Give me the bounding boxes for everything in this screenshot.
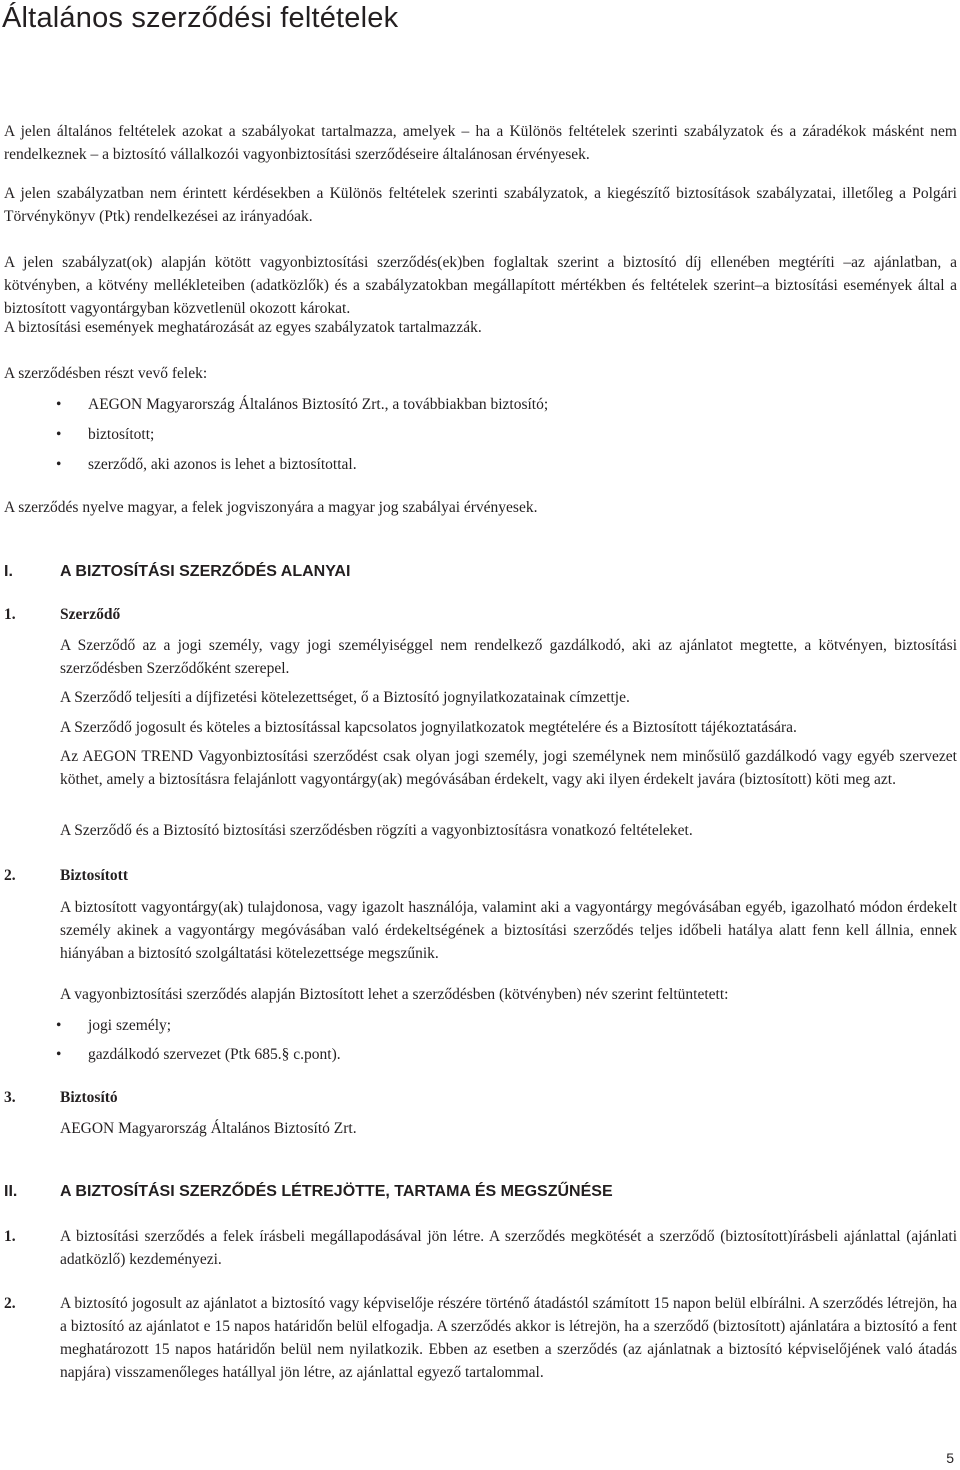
biztositott-paragraph-2: A vagyonbiztosítási szerződés alapján Biztosított lehet a szerződésben (kötvényben) név szerint feltüntetett: <box>60 986 729 1003</box>
szerzodo-paragraph-5: A Szerződő és a Biztosító biztosítási szerződésben rögzíti a vagyonbiztosításra vonatkozó feltételeket. <box>60 822 693 839</box>
szerzodo-paragraph-2: A Szerződő teljesíti a díjfizetési kötelezettséget, ő a Biztosító jognyilatkozatainak címzettje. <box>60 689 630 706</box>
biztosito-paragraph: AEGON Magyarország Általános Biztosító Zrt. <box>60 1120 357 1137</box>
bullet-icon: • <box>56 396 62 413</box>
bullet-icon: • <box>56 426 62 443</box>
intro-paragraph-4: A biztosítási események meghatározását az egyes szabályzatok tartalmazzák. <box>4 319 482 336</box>
bullet-icon: • <box>56 1046 62 1063</box>
language-note: A szerződés nyelve magyar, a felek jogviszonyára a magyar jog szabályai érvényesek. <box>4 499 538 516</box>
biztositott-paragraph-1: A biztosított vagyontárgy(ak) tulajdonosa, vagy igazolt használója, valamint aki a vagyontárgy megóvásában egyéb, igazolható módon érdekelt személy akinek a vagyontárgy megóvásában való érdekeltségének a biztosítási szerződés teljes időbeli hatálya alatt fenn kell állnia, ennek hiányában a biztosító szolgáltatási kötelezettsége megszűnik. <box>60 899 957 962</box>
document-page: Általános szerződési feltételek A jelen általános feltételek azokat a szabályokat tartalmazza, amelyek – ha a Különös feltételek szerinti szabályzatok és a záradékok másként nem rendelkeznek – a biztosító vállalkozói vagyonbiztosítási szerződéseire általánosan érvényesek. A jelen szabályzatban nem érintett kérdésekben a Különös feltételek szerinti szabályzatok, a kiegészítő biztosítások szabályzatai, illetőleg a Polgári Törvénykönyv (Ptk) rendelkezései az irányadóak. A jelen szabályzat(ok) alapján kötött vagyonbiztosítási szerződés(ek)ben foglaltak szerint a biztosító díj ellenében megtéríti –az ajánlatban, a kötvényben, a kötvény mellékleteiben (adatközlők) és a szabályzatokban megállapított mértékben és feltételek szerint–a biztosítási események által a biztosított vagyontárgyban közvetlenül okozott károkat. A biztosítási események meghatározását az egyes szabályzatok tartalmazzák. A szerződésben részt vevő felek: • AEGON Magyarország Általános Biztosító Zrt., a továbbiakban biztosító; • biztosított; • szerződő, aki azonos is lehet a biztosítottal. A szerződés nyelve magyar, a felek jogviszonyára a magyar jog szabályai érvényesek. I. A BIZTOSÍTÁSI SZERZŐDÉS ALANYAI 1. Szerződő A Szerződő az a jogi személy, vagy jogi személyiséggel nem rendelkező gazdálkodó, aki az ajánlatot megtette, a kötvényen, biztosítási szerződésben Szerződőként szerepel. A Szerződő teljesíti a díjfizetési kötelezettséget, ő a Biztosító jognyilatkozatainak címzettje. A Szerződő jogosult és köteles a biztosítással kapcsolatos jognyilatkozatok megtételére és a Biztosított tájékoztatására. Az AEGON TREND Vagyonbiztosítási szerződést csak olyan jogi személy, jogi személynek nem minősülő gazdálkodó vagy egyéb szervezet köthet, amely a biztosításra felajánlott vagyontárgy(ak) megóvásában érdekelt, vagy aki ilyen érdekelt javára (biztosított) köti meg azt. A Szerződő és a Biztosító biztosítási szerződésben rögzíti a vagyonbiztosításra vonatkozó feltételeket. 2. Biztosított A biztosított vagyontárgy(ak) tulajdonosa, vagy igazolt használója, valamint aki a vagyontárgy megóvásában egyéb, igazolható módon érdekelt személy akinek a vagyontárgy megóvásában való érdekeltségének a biztosítási szerződés teljes időbeli hatálya alatt fenn kell állnia, ennek hiányában a biztosító szolgáltatási kötelezettsége megszűnik. A vagyonbiztosítási szerződés alapján Biztosított lehet a szerződésben (kötvényben) név szerint feltüntetett: • jogi személy; • gazdálkodó szervezet (Ptk 685.§ c.pont). 3. Biztosító AEGON Magyarország Általános Biztosító Zrt. II. A BIZTOSÍTÁSI SZERZŐDÉS LÉTREJÖTTE, TARTAMA ÉS MEGSZŰNÉSE 1. A biztosítási szerződés a felek írásbeli megállapodásával jön létre. A szerződés megkötését a szerződő (biztosított)írásbeli ajánlattal (ajánlati adatközlő) kezdeményezi. 2. A biztosító jogosult az ajánlatot a biztosító vagy képviselője részére történő átadástól számított 15 napon belül elbírálni. A szerződés létrejön, ha a biztosító az ajánlatot e 15 napos határidőn belül elfogadja. A szerződés akkor is létrejön, ha a szerződő (biztosított) ajánlatára a biztosító a fent meghatározott 15 napos határidőn belül nem nyilatkozik. Ebben az esetben a szerződés (az ajánlatnak a biztosító képviselőjének való átadás napjára) visszamenőleges hatállyal jön létre, az ajánlattal egyező tartalommal. 5 <box>0 0 960 1467</box>
bullet-icon: • <box>56 456 62 473</box>
parties-intro: A szerződésben részt vevő felek: <box>4 365 208 382</box>
szerzodo-paragraph-1: A Szerződő az a jogi személy, vagy jogi személyiséggel nem rendelkező gazdálkodó, aki az ajánlatot megtette, a kötvényen, biztosítási szerződésben Szerződőként szerepel. <box>60 637 957 677</box>
szerzodo-paragraph-4: Az AEGON TREND Vagyonbiztosítási szerződést csak olyan jogi személy, jogi személynek nem minősülő gazdálkodó vagy egyéb szervezet köthet, amely a biztosításra felajánlott vagyontárgy(ak) megóvásában érdekelt, vagy aki ilyen érdekelt javára (biztosított) köti meg azt. <box>60 748 957 788</box>
intro-paragraph-1: A jelen általános feltételek azokat a szabályokat tartalmazza, amelyek – ha a Különös feltételek szerinti szabályzatok és a záradékok másként nem rendelkeznek – a biztosító vállalkozói vagyonbiztosítási szerződéseire általánosan érvényesek. <box>4 123 957 163</box>
page-title: Általános szerződési feltételek <box>2 2 399 34</box>
page-number: 5 <box>946 1450 954 1466</box>
szerzodo-paragraph-3: A Szerződő jogosult és köteles a biztosítással kapcsolatos jognyilatkozatok megtételére és a Biztosított tájékoztatására. <box>60 719 797 736</box>
section2-item-1: 1. A biztosítási szerződés a felek írásbeli megállapodásával jön létre. A szerződés megkötését a szerződő (biztosított)írásbeli ajánlattal (ajánlati adatközlő) kezdeményezi. <box>4 1228 957 1268</box>
intro-paragraph-2: A jelen szabályzatban nem érintett kérdésekben a Különös feltételek szerinti szabályzatok, a kiegészítő biztosítások szabályzatai, illetőleg a Polgári Törvénykönyv (Ptk) rendelkezései az irányadóak. <box>4 185 957 225</box>
section2-item-2: 2. A biztosító jogosult az ajánlatot a biztosító vagy képviselője részére történő átadástól számított 15 napon belül elbírálni. A szerződés létrejön, ha a biztosító az ajánlatot e 15 napos határidőn belül elfogadja. A szerződés akkor is létrejön, ha a szerződő (biztosított) ajánlatára a biztosító a fent meghatározott 15 napos határidőn belül nem nyilatkozik. Ebben az esetben a szerződés (az ajánlatnak a biztosító képviselőjének való átadás napjára) visszamenőleges hatállyal jön létre, az ajánlattal egyező tartalommal. <box>4 1295 957 1381</box>
intro-paragraph-3: A jelen szabályzat(ok) alapján kötött vagyonbiztosítási szerződés(ek)ben foglaltak szerint a biztosító díj ellenében megtéríti –az ajánlatban, a kötvényben, a kötvény mellékleteiben (adatközlők) és a szabályzatokban megállapított mértékben és feltételek szerint–a biztosítási események által a biztosított vagyontárgyban közvetlenül okozott károkat. <box>4 254 957 317</box>
bullet-icon: • <box>56 1017 62 1034</box>
